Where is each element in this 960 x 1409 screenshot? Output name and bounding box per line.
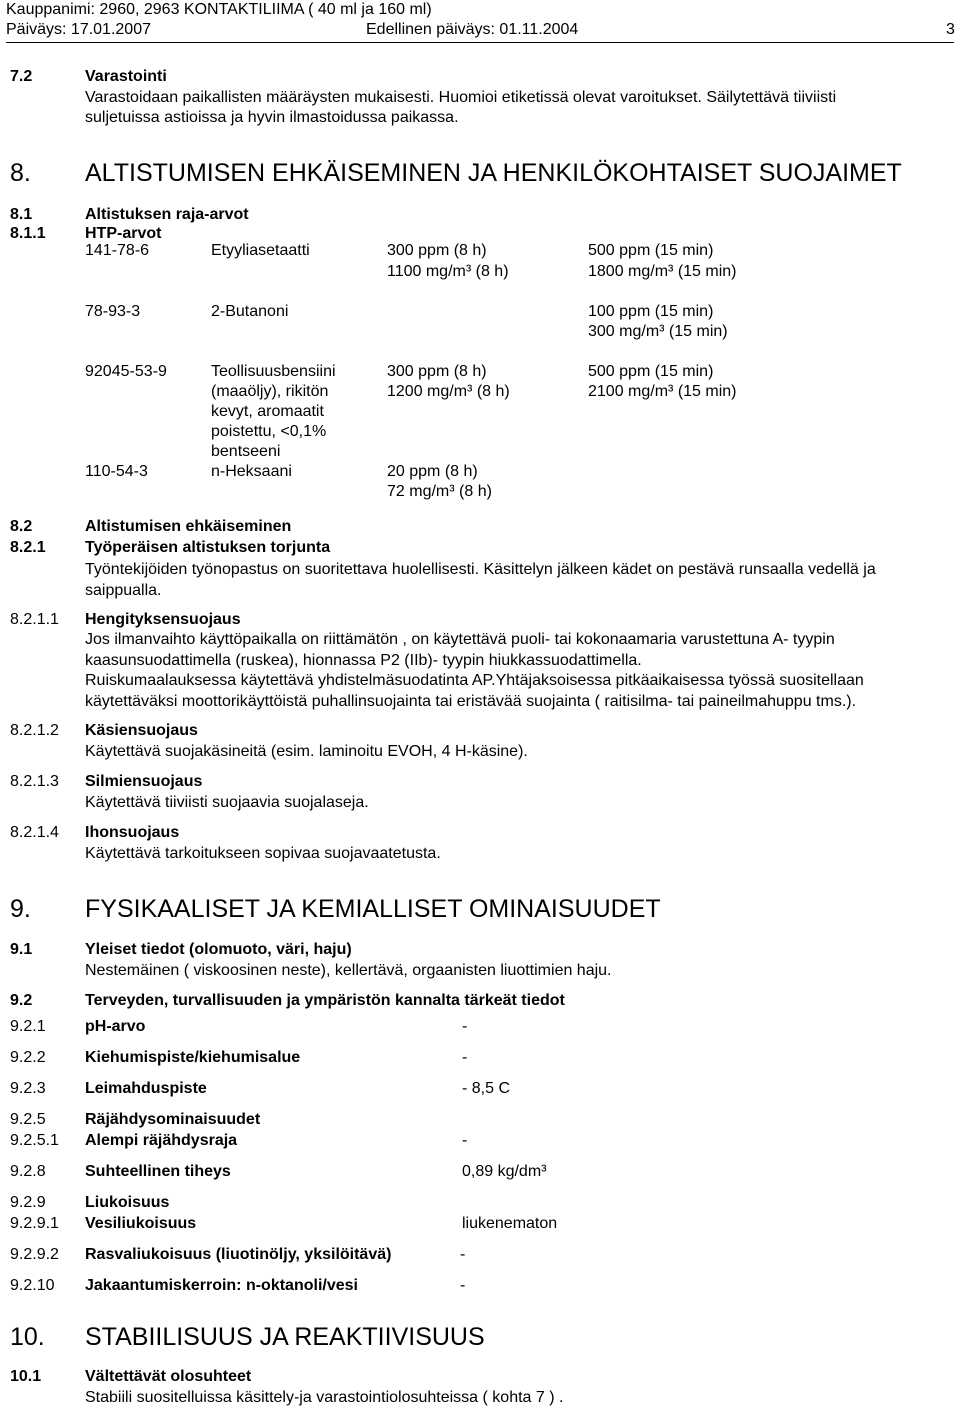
htp-twa: 300 ppm (8 h) (387, 242, 487, 259)
header-date: Päiväys: 17.01.2007 (6, 21, 151, 38)
property-number: 9.2.9 (10, 1194, 46, 1211)
property-number: 9.2.1 (10, 1018, 46, 1035)
section-8-2-1-2-title: Käsiensuojaus (85, 722, 198, 739)
section-8-2-1-number: 8.2.1 (10, 539, 46, 556)
property-label: Kiehumispiste/kiehumisalue (85, 1049, 301, 1066)
section-10-number: 10. (10, 1323, 45, 1351)
htp-substance: bentseeni (211, 443, 281, 460)
section-8-1-1-number: 8.1.1 (10, 225, 46, 242)
htp-substance: Etyyliasetaatti (211, 242, 310, 259)
property-value: - (462, 1132, 468, 1149)
htp-stel: 100 ppm (15 min) (588, 303, 714, 320)
section-7-2-number: 7.2 (10, 68, 33, 85)
section-8-2-1-title: Työperäisen altistuksen torjunta (85, 539, 331, 556)
property-number: 9.2.5 (10, 1111, 46, 1128)
property-value: - (460, 1277, 466, 1294)
section-8-2-1-1-text-3: Ruiskumaalauksessa käytettävä yhdistelmäsuodatinta AP.Yhtäjaksoisessa pitkäaikaisessa työssä suositellaan (85, 672, 864, 689)
section-8-2-title: Altistumisen ehkäiseminen (85, 518, 292, 535)
property-label: Alempi räjähdysraja (85, 1132, 238, 1149)
htp-substance: n-Heksaani (211, 463, 292, 480)
htp-twa: 1100 mg/m³ (8 h) (387, 263, 509, 280)
section-8-1-1-title: HTP-arvot (85, 225, 162, 242)
header-previous-date: Edellinen päiväys: 01.11.2004 (366, 21, 579, 38)
property-label: Leimahduspiste (85, 1080, 207, 1097)
property-label: pH-arvo (85, 1018, 146, 1035)
section-8-2-number: 8.2 (10, 518, 33, 535)
header-trade-name: Kauppanimi: 2960, 2963 KONTAKTILIIMA ( 40 ml ja 160 ml) (6, 1, 432, 18)
property-number: 9.2.9.1 (10, 1215, 59, 1232)
htp-twa: 1200 mg/m³ (8 h) (387, 383, 510, 400)
section-10-1-title: Vältettävät olosuhteet (85, 1368, 252, 1385)
htp-substance: Teollisuusbensiini (211, 363, 336, 380)
htp-substance: kevyt, aromaatit (211, 403, 324, 420)
property-label: Jakaantumiskerroin: n-oktanoli/vesi (85, 1277, 358, 1294)
section-8-1-title: Altistuksen raja-arvot (85, 206, 249, 223)
section-8-number: 8. (10, 159, 31, 187)
section-8-2-1-1-title: Hengityksensuojaus (85, 611, 241, 628)
section-8-2-1-2-number: 8.2.1.2 (10, 722, 59, 739)
section-8-2-1-1-text-1: Jos ilmanvaihto käyttöpaikalla on riittämätön , on käytettävä puoli- tai kokonaamaria varustettuna A- tyypin (85, 631, 835, 648)
section-9-number: 9. (10, 895, 31, 923)
property-value: - (462, 1049, 468, 1066)
section-10-title: STABIILISUUS JA REAKTIIVISUUS (85, 1323, 485, 1351)
property-value: - (460, 1246, 466, 1263)
section-7-2-text-2: suljetuissa astioissa ja hyvin ilmastoidussa paikassa. (85, 109, 459, 126)
section-8-2-1-text-2: saippualla. (85, 582, 162, 599)
section-8-2-1-1-text-2: kaasunsuodattimella (ruskea), hionnassa P2 (IIb)- tyypin hiukkassuodattimella. (85, 652, 642, 669)
htp-twa: 20 ppm (8 h) (387, 463, 478, 480)
property-value: 0,89 kg/dm³ (462, 1163, 547, 1180)
property-number: 9.2.5.1 (10, 1132, 59, 1149)
property-value: liukenematon (462, 1215, 558, 1232)
property-number: 9.2.8 (10, 1163, 46, 1180)
property-value: - (462, 1018, 468, 1035)
htp-substance: poistettu, <0,1% (211, 423, 327, 440)
section-8-2-1-4-number: 8.2.1.4 (10, 824, 59, 841)
htp-twa: 300 ppm (8 h) (387, 363, 487, 380)
htp-stel: 1800 mg/m³ (15 min) (588, 263, 737, 280)
section-8-2-1-3-title: Silmiensuojaus (85, 773, 203, 790)
htp-cas: 92045-53-9 (85, 363, 167, 380)
section-8-2-1-1-text-4: käytettäväksi moottorikäyttöistä puhallinsuojainta tai eristävää suojainta ( raitisilma- tai paineilmahuppu tms.). (85, 693, 857, 710)
htp-twa: 72 mg/m³ (8 h) (387, 483, 492, 500)
property-number: 9.2.2 (10, 1049, 46, 1066)
property-label: Suhteellinen tiheys (85, 1163, 231, 1180)
property-label: Vesiliukoisuus (85, 1215, 197, 1232)
htp-substance: 2-Butanoni (211, 303, 289, 320)
header-divider (6, 42, 954, 43)
property-label: Liukoisuus (85, 1194, 170, 1211)
section-9-2-title: Terveyden, turvallisuuden ja ympäristön kannalta tärkeät tiedot (85, 992, 565, 1009)
htp-cas: 141-78-6 (85, 242, 150, 259)
property-number: 9.2.9.2 (10, 1246, 59, 1263)
htp-stel: 500 ppm (15 min) (588, 363, 714, 380)
section-8-1-number: 8.1 (10, 206, 33, 223)
section-9-1-number: 9.1 (10, 941, 33, 958)
section-8-2-1-text-1: Työntekijöiden työnopastus on suoritettava huolellisesti. Käsittelyn jälkeen kädet on pestävä runsaalla vedellä ja (85, 561, 876, 578)
property-value: - 8,5 C (462, 1080, 511, 1097)
property-number: 9.2.10 (10, 1277, 55, 1294)
section-8-2-1-1-number: 8.2.1.1 (10, 611, 59, 628)
htp-cas: 78-93-3 (85, 303, 141, 320)
section-7-2-title: Varastointi (85, 68, 167, 85)
htp-stel: 300 mg/m³ (15 min) (588, 323, 728, 340)
section-8-2-1-2-text: Käytettävä suojakäsineitä (esim. laminoitu EVOH, 4 H-käsine). (85, 743, 528, 760)
section-8-2-1-4-text: Käytettävä tarkoitukseen sopivaa suojavaatetusta. (85, 845, 441, 862)
section-9-1-title: Yleiset tiedot (olomuoto, väri, haju) (85, 941, 352, 958)
page-number: 3 (946, 21, 955, 38)
section-8-2-1-3-text: Käytettävä tiiviisti suojaavia suojalaseja. (85, 794, 369, 811)
property-label: Rasvaliukoisuus (liuotinöljy, yksilöitävä) (85, 1246, 392, 1263)
htp-stel: 500 ppm (15 min) (588, 242, 714, 259)
htp-stel: 2100 mg/m³ (15 min) (588, 383, 737, 400)
htp-cas: 110-54-3 (85, 463, 148, 480)
section-7-2-text-1: Varastoidaan paikallisten määräysten mukaisesti. Huomioi etiketissä olevat varoitukset. Säilytettävä tiiviisti (85, 89, 837, 106)
htp-substance: (maaöljy), rikitön (211, 383, 329, 400)
section-10-1-text: Stabiili suositelluissa käsittely-ja varastointiolosuhteissa ( kohta 7 ) . (85, 1389, 564, 1406)
section-9-title: FYSIKAALISET JA KEMIALLISET OMINAISUUDET (85, 895, 661, 923)
section-9-1-text: Nestemäinen ( viskoosinen neste), kellertävä, orgaanisten liuottimien haju. (85, 962, 612, 979)
section-9-2-number: 9.2 (10, 992, 33, 1009)
section-8-2-1-4-title: Ihonsuojaus (85, 824, 180, 841)
section-10-1-number: 10.1 (10, 1368, 42, 1385)
property-number: 9.2.3 (10, 1080, 46, 1097)
property-label: Räjähdysominaisuudet (85, 1111, 261, 1128)
section-8-title: ALTISTUMISEN EHKÄISEMINEN JA HENKILÖKOHTAISET SUOJAIMET (85, 159, 902, 187)
section-8-2-1-3-number: 8.2.1.3 (10, 773, 59, 790)
